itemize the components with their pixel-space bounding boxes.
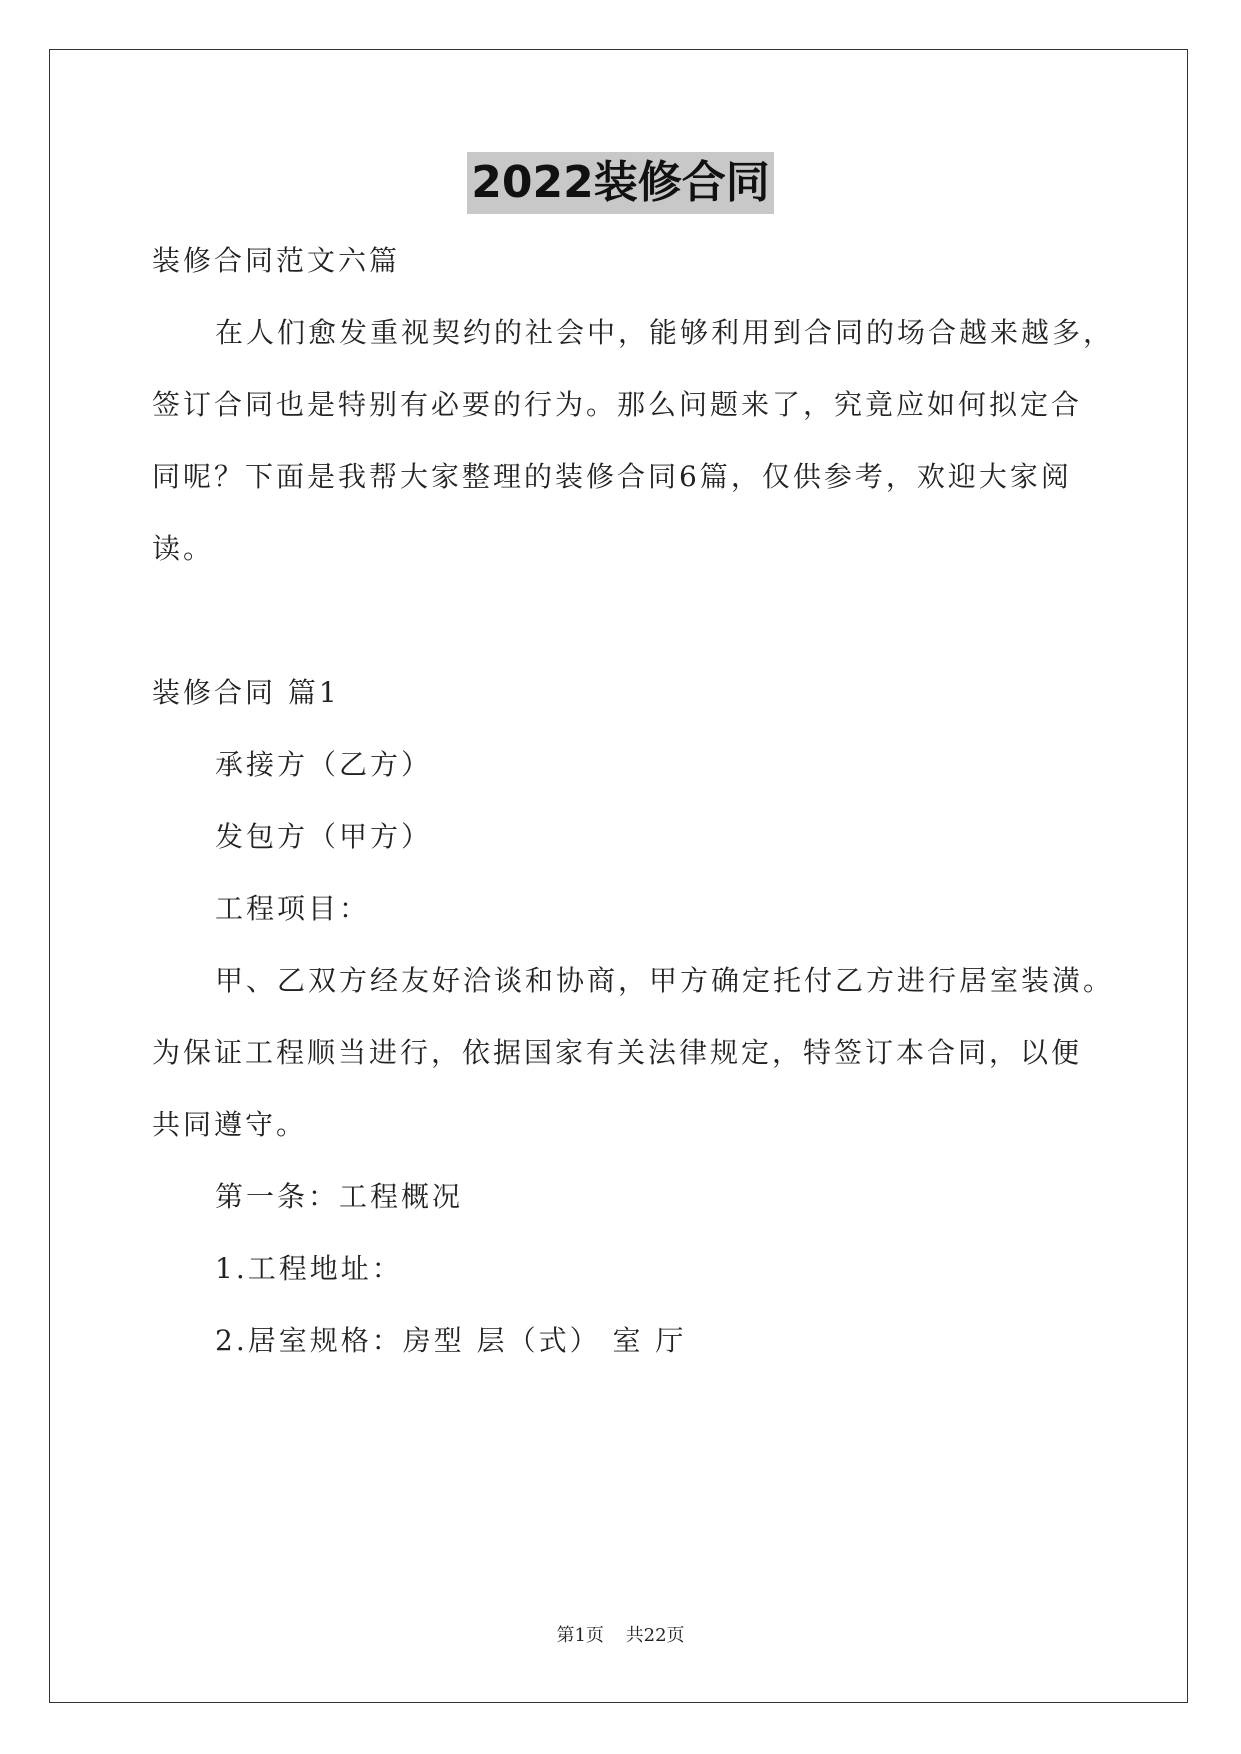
paragraph-line: 在人们愈发重视契约的社会中，能够利用到合同的场合越来越多， (215, 316, 1115, 349)
paragraph-line: 甲、乙双方经友好洽谈和协商，甲方确定托付乙方进行居室装潢。 (215, 964, 1115, 997)
paragraph-line: 读。 (152, 532, 215, 565)
party-b-line: 承接方（乙方） (215, 748, 433, 781)
paragraph-line: 共同遵守。 (152, 1108, 308, 1141)
paragraph-line: 为保证工程顺当进行，依据国家有关法律规定，特签订本合同，以便 (152, 1036, 1083, 1069)
article-heading: 第一条：工程概况 (215, 1180, 464, 1213)
section-heading: 装修合同 篇1 (152, 676, 340, 709)
page-total: 共22页 (625, 1625, 685, 1646)
page-number: 第1页 (556, 1625, 604, 1646)
project-line: 工程项目： (215, 892, 371, 925)
title-container (0, 152, 1241, 214)
clause-line: 2.居室规格：房型 层（式） 室 厅 (215, 1324, 687, 1357)
paragraph-line: 同呢？下面是我帮大家整理的装修合同6篇，仅供参考，欢迎大家阅 (152, 460, 1072, 493)
paragraph-line: 签订合同也是特别有必要的行为。那么问题来了，究竟应如何拟定合 (152, 388, 1083, 421)
subtitle: 装修合同范文六篇 (152, 244, 401, 277)
page-border (49, 49, 1188, 1703)
party-a-line: 发包方（甲方） (215, 820, 433, 853)
page-footer (0, 1624, 1241, 1648)
clause-line: 1.工程地址： (215, 1252, 403, 1285)
document-title: 2022装修合同 (467, 152, 773, 214)
